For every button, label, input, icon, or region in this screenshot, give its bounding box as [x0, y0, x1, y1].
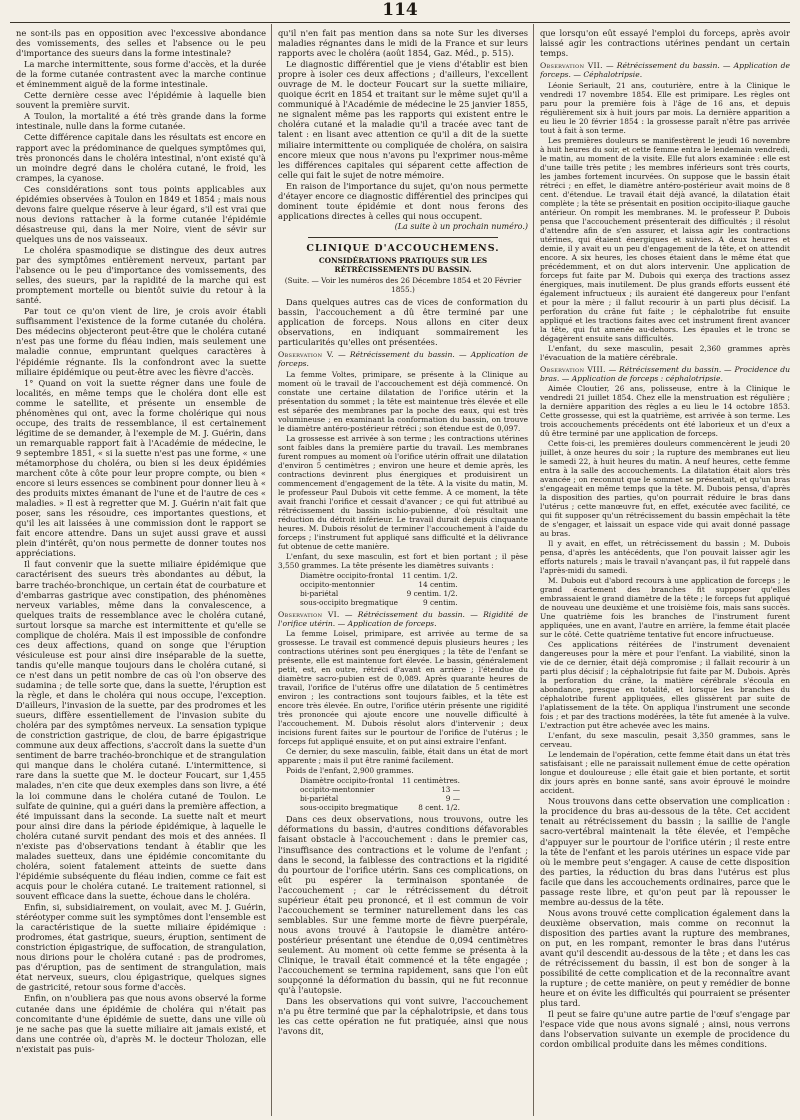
table-cell: Diamètre occipito-frontal	[300, 570, 394, 580]
diameter-table	[298, 571, 460, 607]
paragraph: Le lendemain de l'opération, cette femme était dans un état très satisfaisant ; elle ne paraissait nullement émue de cette opération longue et douloureuse ; elle était gaie et bien portante, et sortit dix jours après en bonne santé, sans avoir éprouvé le moindre accident.	[540, 750, 790, 796]
observation-title: — Rétrécissement du bassin. — Rigidité de l'orifice utérin. — Application de forceps.	[278, 609, 528, 629]
column-rule	[533, 24, 534, 1116]
table-cell: 11 centim. 1/2.	[401, 570, 458, 580]
table-cell: 9 —	[445, 794, 460, 804]
observation-title: — Rétrécissement du bassin. — Procidence du bras. — Application de forceps : céphalotripsie.	[540, 364, 790, 384]
table-cell: occipito-mentonnier	[300, 785, 375, 795]
paragraph: Cette dernière cesse avec l'épidémie à laquelle bien souvent la première survit.	[16, 90, 266, 111]
continuation-note: (La suite à un prochain numéro.)	[394, 221, 528, 231]
table-row	[298, 785, 462, 794]
paragraph: Les premières douleurs se manifestèrent le jeudi 16 novembre à huit heures du soir, et cette femme entra le lendemain vendredi, le matin, au moment de la visite. Elle fut alors examinée : elle est d'une taille très petite ; les membres inférieurs sont très courts, les jambes fortement incurvées. On suppose que le bassin était rétréci ; en effet, le diamètre antéro-postérieur avait moins de 8 cent. d'étendue. Le travail était déjà avancé, la dilatation était complète ; la tête se présentait en position occipito-iliaque gauche antérieur. On rompit les membranes. M. le professeur P. Dubois pensa que l'accouchement présenterait des difficultés ; il résolut d'attendre afin de s'en assurer, et laissa agir les contractions utérines, qui étaient énergiques et suivies. A deux heures et demie, il y avait eu un peu d'engagement de la tête, et on attendit encore. A six heures, les choses étaient dans le même état que précédemment, et on dut alors intervenir. Une application de forceps fut faite par M. Dubois qui exerça des tractions assez énergiques, mais inutilement. De plus grands efforts eussent été également infructueux ; ils auraient été dangereux pour l'enfant et pour la mère ; il fallut recourir à un parti plus décisif. La perforation du crâne fut faite ; le céphalotribe fut ensuite appliqué et les tractions faites avec cet instrument firent avancer la tête, qui fut amenée au-dehors. Les épaules et le tronc se dégagèrent ensuite sans difficultés.	[540, 135, 790, 343]
observation-heading	[540, 61, 790, 80]
paragraph: L'enfant, du sexe masculin, pesait 2,360 grammes après l'évacuation de la matière cérébrale.	[540, 343, 790, 362]
paragraph: L'enfant, du sexe masculin, pesait 3,350 grammes, sans le cerveau.	[540, 731, 790, 750]
diameter-table	[298, 776, 462, 812]
table-cell: bi-pariétal	[300, 588, 339, 598]
paragraph: A Toulon, la mortalité a été très grande dans la forme intestinale, nulle dans la forme cutanée.	[16, 111, 266, 132]
section-title: CLINIQUE D'ACCOUCHEMENS.	[306, 242, 500, 254]
table-cell: sous-occipito bregmatique	[300, 803, 398, 813]
paragraph: Nous avons trouvé cette complication également dans la deuxième observation, mais comme on reconnut la disposition des parties avant la rupture des membranes, on put, en les rompant, remonter le bras dans l'utérus avant qu'il descendit au-dessous de la tête ; et dans les cas de rétrécissement du bassin, il est bon de songer à la possibilité de cette complication et de la reconnaître avant la rupture ; de cette manière, on peut y remédier de bonne heure et on évite les difficultés qui pourraient se présenter plus tard.	[540, 907, 790, 1009]
paragraph: Cette fois-ci, les premières douleurs commencèrent le jeudi 20 juillet, à onze heures du soir ; la rupture des membranes eut lieu le samedi 22, à huit heures du matin. A neuf heures, cette femme entra à la salle des accouchements. La dilatation était alors très avancée ; on reconnut que le sommet se présentait, et qu'un bras s'engageait en même temps que la tête. M. Dubois pensa, d'après la disposition des parties, qu'on pourrait réduire le bras dans l'utérus ; cette manœuvre fut, en effet, exécutée avec facilité, ce qui fit supposer qu'un rétrécissement du bassin empêchait la tête de s'engager, et laissait un espace vide qui avait donné passage au bras.	[540, 439, 790, 539]
paragraph: Il faut convenir que la suette miliaire épidémique que caractérisent des sueurs très abondantes au début, la barre trachéo-bronchique, un certain état de courbature et d'embarras gastrique avec constipation, des phénomènes nerveux variables, même dans la convalescence, a quelques traits de ressemblance avec le choléra cutané, surtout lorsque sa marche est intermittente et qu'elle se complique de choléra. Mais il est impossible de confondre ces deux affections, quand on songe que l'éruption vésiculeuse est pour ainsi dire inséparable de la suette, tandis qu'elle manque toujours dans le choléra cutané, si ce n'est dans un petit nombre de cas où l'on observe des sudamina ; de telle sorte que, dans la suette, l'éruption est la règle, et dans le choléra qui nous occupe, l'exception. D'ailleurs, l'invasion de la suette, par des prodromes et les sueurs, diffère essentiellement de l'invasion subite du choléra par des symptômes nerveux. La sensation typique de constriction gastrique, de clou, de barre épigastrique commune aux deux affections, s'accroît dans la suette d'un sentiment de barre trachéo-bronchique et de strangulation qui manque dans le choléra cutané. L'intermittence, si rare dans la suette que M. le docteur Foucart, sur 1,455 malades, n'en cite que deux exemples dans son livre, a été la loi commune dans le choléra cutané de Toulon. Le sulfate de quinine, qui a guéri dans la première affection, a été impuissant dans la seconde. La suette naît et meurt pour ainsi dire dans la période épidémique, à laquelle le choléra cutané survit pendant des mois et des années. Il n'existe pas d'observations tendant à établir que les malades suetteux, dans une épidémie concomitante du choléra, soient fatalement atteints de suette dans l'épidémie subséquente du fléau indien, comme ce fait est acquis pour le choléra cutané. Le traitement rationnel, si souvent efficace dans la suette, échoue dans le choléra.	[16, 559, 266, 901]
paragraph: Aimée Cloutier, 26 ans, polisseuse, entre à la Clinique le vendredi 21 juillet 1854. Chez elle la menstruation est régulière ; la dernière apparition des règles a eu lieu le 14 octobre 1853. Cette grossesse, qui est la quatrième, est arrivée à son terme. Les trois accouchements précédents ont été laborieux et un d'eux a dû être terminé par une application de forceps.	[540, 384, 790, 439]
table-row	[298, 803, 462, 812]
column-1	[16, 28, 266, 1116]
paragraph: Par tout ce qu'on vient de lire, je crois avoir établi suffisamment l'existence de la forme cutanée du choléra. Des médecins objecteront peut-être que le choléra cutané n'est pas une forme du fléau indien, mais seulement une maladie connue, empruntant quelques caractères à l'épidémie régnante. Ils la confondront avec la suette miliaire épidémique ou peut-être avec les fièvre d'accès.	[16, 306, 266, 377]
section-rule	[308, 237, 498, 238]
table-row	[298, 571, 460, 580]
table-row	[298, 580, 460, 589]
table-cell: 9 centim. 1/2.	[406, 588, 458, 598]
table-cell: Diamètre occipito-frontal	[300, 776, 394, 786]
paragraph: La femme Loisel, primipare, est arrivée au terme de sa grossesse. Le travail est commencé depuis plusieurs heures ; les contractions utérines sont peu énergiques ; la tête de l'enfant se présente, elle est maintenue fort élevée. Le bassin, généralement petit, est, en outre, rétréci d'avant en arrière ; l'étendue du diamètre sacro-pubien est de 0,089. Après quarante heures de travail, l'orifice de l'utérus offre une dilatation de 5 centimètres environ ; les contractions sont toujours faibles, et la tête est encore très élevée. En outre, l'orifice utérin présente une rigidité très prononcée qui ajoute encore une nouvelle difficulté à l'accouchement. M. Dubois résolut alors d'intervenir ; deux incisions furent faites sur le pourtour de l'orifice de l'utérus ; le forceps fut appliqué ensuite, et on put ainsi extraire l'enfant.	[278, 629, 528, 747]
paragraph: Ce dernier, du sexe masculin, faible, était dans un état de mort apparente ; mais il put être ranimé facilement.	[278, 747, 528, 766]
section-note: (Suite. — Voir les numéros des 26 Décembre 1854 et 20 Février 1855.)	[284, 275, 522, 294]
paragraph: Le choléra spasmodique se distingue des deux autres par des symptômes entièrement nerveux, partant par l'absence ou le peu d'importance des vomissements, des selles, des sueurs, par la rapidité de la marche qui est promptement mortelle ou bientôt suivie du retour à la santé.	[16, 244, 266, 306]
column-2	[278, 28, 528, 1116]
table-cell: 13 —	[441, 785, 460, 795]
paragraph: Nous trouvons dans cette observation une complication : la procidence du bras au-dessous de la tête. Cet accident tenait au rétrécissement du bassin ; la saillie de l'angle sacro-vertébral maintenait la tête élevée, et l'empêche d'appuyer sur le pourtour de l'orifice utérin ; il reste entre la tête de l'enfant et les parois utérines un espace vide par où le membre peut s'engager. A cause de cette disposition des parties, la réduction du bras dans l'utérus est plus facile que dans les accouchements ordinaires, parce que le passage reste libre, et qu'on peut par là repousser le membre au-dessus de la tête.	[540, 796, 790, 907]
table-cell: 9 centim.	[423, 597, 458, 607]
observation-label: Observation V.	[278, 350, 334, 360]
observation-title: — Rétrécissement du bassin. — Application de forceps. — Céphalotripsie.	[540, 61, 790, 80]
page-number: 114	[382, 0, 418, 20]
observation-heading	[278, 610, 528, 629]
observation-title: — Rétrécissement du bassin. — Application de forceps.	[278, 350, 528, 369]
paragraph: L'enfant, du sexe masculin, est fort et bien portant ; il pèse 3,550 grammes. La tête présente les diamètres suivants :	[278, 551, 528, 570]
paragraph: 1° Quand on voit la suette régner dans une foule de localités, en même temps que le choléra dont elle est comme le satellite, et présente un ensemble de phénomènes qui ont, avec la forme cholérique qui nous occupe, des traits de ressemblance, il est certainement légitime de se demander, à l'exemple de M. J. Guérin, dans un remarquable rapport fait à l'Académie de médecine, le 9 septembre 1851, « si la suette n'est pas une forme, « une métamorphose du choléra, ou bien si les deux épidémies marchent côte à côte pour leur propre compte, ou bien « encore si leurs essences se combinent pour donner lieu à « des produits mixtes émanant de l'une et de l'autre de ces « maladies. » Il est à regretter que M. J. Guérin n'ait fait que poser, sans les résoudre, ces importantes questions, et qu'il les ait laissées à une commission dont le rapport se fait encore attendre. Dans un sujet aussi grave et aussi plein d'intérêt, qu'on nous permette de donner toutes nos appréciations.	[16, 377, 266, 559]
observation-label: Observation VII.	[540, 61, 603, 71]
table-cell: bi-pariétal	[300, 794, 339, 804]
paragraph: Le diagnostic différentiel que je viens d'établir est bien propre à isoler ces deux affections ; d'ailleurs, l'excellent ouvrage de M. le docteur Foucart sur la suette miliaire, quoique écrit en 1854 et traitant sur le même sujet qu'il a communiqué à l'Académie de médecine le 25 janvier 1855, ne signalent même pas les rapports qui existent entre le choléra cutané et la maladie qu'il a tracée avec tant de talent : en lisant avec attention ce qu'il a dit de la suette miliaire intermittente ou compliquée de choléra, on saisira encore mieux que nous n'avons pu l'exprimer nous-même les différences capitales qui séparent cette affection de celle qui fait le sujet de notre mémoire.	[278, 59, 528, 180]
table-cell: sous-occipito bregmatique	[300, 597, 398, 607]
paragraph: Enfin, si, subsidiairement, on voulait, avec M. J. Guérin, stéréotyper comme suit les symptômes dont l'ensemble est la caractéristique de la suette miliaire épidémique : prodromes, état gastrique, sueurs, éruption, sentiment de constriction épigastrique, de suffocation, de strangulation, nous dirions pour le choléra cutané : pas de prodromes, pas d'éruption, pas de sentiment de strangulation, mais état nerveux, sueurs, clou épigastrique, quelques signes de gastricité, retour sous forme d'accès.	[16, 902, 266, 993]
table-row	[298, 776, 462, 785]
paragraph: Il y avait, en effet, un rétrécissement du bassin ; M. Dubois pensa, d'après les antécédents, que l'on pouvait laisser agir les efforts naturels ; mais le travail n'avançant pas, il fut rappelé dans l'après-midi du samedi.	[540, 539, 790, 576]
paragraph: La femme Voltes, primipare, se présente à la Clinique au moment où le travail de l'accouchement est déjà commencé. On constate une certaine dilatation de l'orifice utérin et la présentation du sommet ; la tête est maintenue très élevée et elle est séparée des membranes par la poche des eaux, qui est très volumineuse ; en examinant la conformation du bassin, on trouve le diamètre antéro-postérieur rétréci ; son étendue est de 0,097.	[278, 369, 528, 433]
paragraph: qu'il n'en fait pas mention dans sa note Sur les diverses maladies régnantes dans le midi de la France et sur leurs rapports avec le choléra (août 1854, Gaz. Méd., p. 515).	[278, 28, 528, 59]
paragraph: Dans ces deux observations, nous trouvons, outre les déformations du bassin, d'autres conditions défavorables faisant obstacle à l'accouchement : dans le premier cas, l'insuffisance des contractions et le volume de l'enfant ; dans le second, la faiblesse des contractions et la rigidité du pourtour de l'orifice utérin. Sans ces complications, on eût pu espérer la terminaison spontanée de l'accouchement ; car le rétrécissement du détroit supérieur était peu prononcé, et il est commun de voir l'accouchement se terminer naturellement dans les cas semblables. Sur une femme morte de fièvre puerpérale, nous avons trouvé à l'autopsie le diamètre antéro-postérieur présentant une étendue de 0,094 centimètres seulement. Au moment où cette femme se présenta à la Clinique, le travail était commencé et la tête engagée ; l'accouchement se termina rapidement, sans que l'on eût soupçonné la déformation du bassin, qui ne fut reconnue qu'à l'autopsie.	[278, 814, 528, 996]
paragraph: M. Dubois eut d'abord recours à une application de forceps ; le grand écartement des branches fit supposer qu'elles embrassaient le grand diamètre de la tête ; le forceps fut appliqué de nouveau une deuxième et une troisième fois, mais sans succès. Une quatrième fois les branches de l'instrument furent appliquées, une en avant, l'autre en arrière, la femme était placée sur le côté. Cette quatrième tentative fut encore infructueuse.	[540, 576, 790, 640]
paragraph: que lorsqu'on eût essayé l'emploi du forceps, après avoir laissé agir les contractions utérines pendant un certain temps.	[540, 28, 790, 59]
paragraph: ne sont-ils pas en opposition avec l'excessive abondance des vomissements, des selles et l'absence ou le peu d'importance des sueurs dans la forme intestinale?	[16, 28, 266, 59]
observation-label: Observation VIII.	[540, 364, 606, 374]
table-row	[298, 794, 462, 803]
table-cell: occipito-mentonnier	[300, 579, 375, 589]
table-cell: 8 cent. 1/2.	[418, 803, 460, 813]
paragraph: Il peut se faire qu'une autre partie de l'œuf s'engage par l'espace vide que nous avons signalé ; ainsi, nous verrons dans l'observation suivante un exemple de procidence du cordon ombilical produite dans les mêmes conditions.	[540, 1009, 790, 1050]
paragraph: Enfin, on n'oubliera pas que nous avons observé la forme cutanée dans une épidémie de choléra qui n'était pas concomitante d'une épidémie de suette, dans une ville où je ne sache pas que la suette miliaire ait jamais existé, et dans une contrée où, d'après M. le docteur Tholozan, elle n'existait pas puis-	[16, 993, 266, 1054]
paragraph: Ces considérations sont tous points applicables aux épidémies observées à Toulon en 1849 et 1854 ; mais nous devons faire quelque réserve à leur égard, s'il est vrai que nous devions rattacher à la forme cutanée l'épidémie désastreuse qui, dans la mer Noire, vient de sévir sur quelques uns de nos vaisseaux.	[16, 183, 266, 244]
observation-heading	[540, 365, 790, 384]
paragraph: Cette différence capitale dans les résultats est encore en rapport avec la prédominance de quelques symptômes qui, très prononcés dans le choléra intestinal, n'ont existé qu'à un moindre degré dans le choléra cutané, le froid, les crampes, la cyanose.	[16, 132, 266, 183]
paragraph: En raison de l'importance du sujet, qu'on nous permette d'étayer encore ce diagnostic différentiel des principes qui dominent toute épidémie et dont nous ferons des applications directes à celles qui nous occupent.	[278, 180, 528, 221]
section-subtitle: CONSIDÉRATIONS PRATIQUES SUR LES RÉTRÉCISSEMENTS DU BASSIN.	[318, 255, 488, 274]
paragraph: Léonie Seriault, 21 ans, couturière, entre à la Clinique le vendredi 17 novembre 1854. Elle est primipare. Les règles ont paru pour la première fois à l'âge de 16 ans, et depuis régulièrement six à huit jours par mois. La dernière apparition a eu lieu le 20 février 1854 : la grossesse paraît n'être pas arrivée tout à fait à son terme.	[540, 80, 790, 135]
header-rule	[10, 22, 790, 23]
table-cell: 11 centimètres.	[401, 776, 460, 786]
paragraph: Poids de l'enfant, 2,900 grammes.	[286, 766, 414, 776]
table-row	[298, 589, 460, 598]
paragraph: La marche intermittente, sous forme d'accès, et la durée de la forme cutanée contrastent avec la marche continue et éminemment aiguë de la forme intestinale.	[16, 59, 266, 90]
observation-heading	[278, 350, 528, 369]
table-cell: 14 centim.	[418, 579, 458, 589]
table-row	[298, 598, 460, 607]
column-3	[540, 28, 790, 1116]
paragraph: Dans quelques autres cas de vices de conformation du bassin, l'accouchement a dû être terminé par une application de forceps. Nous allons en citer deux observations, en indiquant sommairement les particularités qu'elles ont présentées.	[278, 296, 528, 348]
column-rule	[271, 24, 272, 1116]
paragraph: Dans les observations qui vont suivre, l'accouchement n'a pu être terminé que par la céphalotripsie, et dans tous les cas cette opération ne fut pratiquée, ainsi que nous l'avons dit,	[278, 996, 528, 1037]
observation-label: Observation VI.	[278, 609, 340, 619]
paragraph: Ces applications réitérées de l'instrument devenaient dangereuses pour la mère et pour l'enfant. La viabilité, sinon la vie de ce dernier, était déjà compromise ; il fallait recourir à un parti plus décisif ; la céphalotripsie fut faite par M. Dubois. Après la perforation du crâne, la matière cérébrale s'écoula en abondance, presque en totalité, et lorsque les branches du céphalotribe furent appliquées, elles glissèrent par suite de l'aplatissement de la tête. On appliqua l'instrument une seconde fois ; et par des tractions modérées, la tête fut amenée à la vulve. L'extraction put être achevée avec les mains.	[540, 640, 790, 731]
paragraph: La grossesse est arrivée à son terme ; les contractions utérines sont faibles dans la première partie du travail. Les membranes furent rompues au moment où l'orifice utérin offrait une dilatation d'environ 5 centimètres ; environ une heure et demie après, les contractions devinrent plus énergiques et produisirent un commencement d'engagement de la tête. A la visite du matin, M. le professeur Paul Dubois vit cette femme. A ce moment, la tête avait franchi l'orifice et cessait d'avancer ; ce qui fut attribué au rétrécissement du bassin ischio-pubienne, d'où résultait une réduction du détroit inférieur. Le travail durait depuis cinquante heures. M. Dubois résolut de terminer l'accouchement à l'aide du forceps ; l'instrument fut appliqué sans difficulté et la délivrance fut obtenue de cette manière.	[278, 433, 528, 551]
